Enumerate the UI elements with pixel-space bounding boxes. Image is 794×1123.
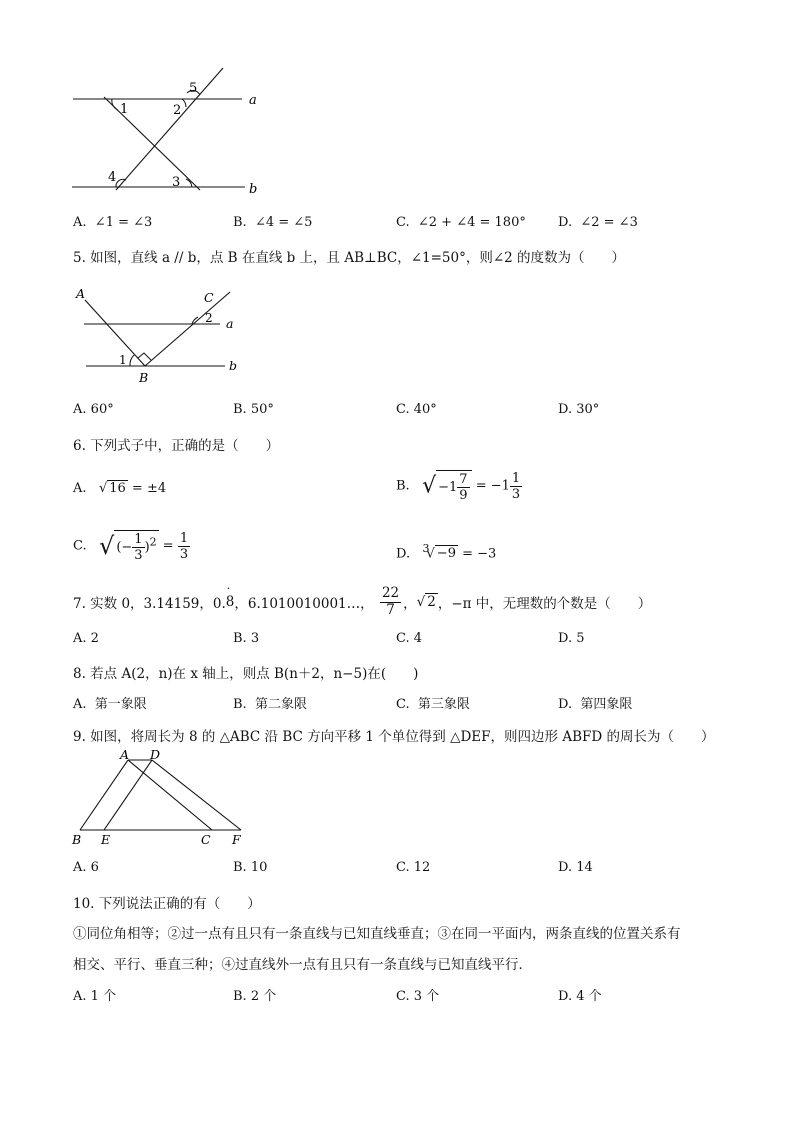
q9-option-a: A. 6 xyxy=(73,860,99,875)
q8-option-c: C. 第三象限 xyxy=(396,697,470,712)
q7-option-c: C. 4 xyxy=(396,631,423,646)
sqrt-symbol: √ xyxy=(422,473,437,499)
q4-figure xyxy=(60,62,280,197)
q9-label-F: F xyxy=(232,832,241,847)
q8-option-a: A. 第一象限 xyxy=(73,697,147,712)
q6-option-a: A. √ 16 = ±4 xyxy=(73,481,167,496)
q8-stem: 8. 若点 A(2，n)在 x 轴上，则点 B(n＋2，n−5)在( ) xyxy=(73,666,419,682)
q9-option-c: C. 12 xyxy=(396,860,431,875)
q5-segment-bc xyxy=(145,292,230,366)
q10-option-b: B. 2 个 xyxy=(233,989,277,1004)
q4-arc-2 xyxy=(182,99,186,107)
q7-stem: 7. 实数 0，3.14159，0. · 8，6.1010010001…， $\frac{22}{7}$ ，√ 2 ，−π 中，无理数的个数是（ ） xyxy=(73,582,652,618)
q4-label-3: 3 xyxy=(172,175,181,190)
q10-stem: 10. 下列说法正确的有（ ） xyxy=(73,896,261,912)
sqrt-symbol: √ xyxy=(416,594,426,610)
q10-body-line-2: 相交、平行、垂直三种；④过直线外一点有且只有一条直线与已知直线平行． xyxy=(73,957,532,973)
q4-arc-3 xyxy=(186,179,192,187)
q9-segment-ac xyxy=(128,760,212,830)
q5-label-C: C xyxy=(204,290,214,305)
sqrt-symbol: √ xyxy=(98,481,108,496)
q9-label-E: E xyxy=(101,832,111,847)
q4-label-a: a xyxy=(249,93,257,108)
q4-label-5: 5 xyxy=(189,81,198,96)
q4-label-b: b xyxy=(249,182,258,197)
q4-option-c: C. ∠2 + ∠4 = 180° xyxy=(396,215,526,230)
q9-figure xyxy=(66,748,256,850)
q9-label-B: B xyxy=(72,832,82,847)
q9-label-A: A xyxy=(120,748,130,762)
q7-option-d: D. 5 xyxy=(558,631,585,646)
q4-option-b: B. ∠4 = ∠5 xyxy=(233,215,313,230)
q10-option-c: C. 3 个 xyxy=(396,989,440,1004)
q10-option-d: D. 4 个 xyxy=(558,989,602,1004)
q8-option-d: D. 第四象限 xyxy=(558,697,633,712)
q4-option-d: D. ∠2 = ∠3 xyxy=(558,215,638,230)
q5-label-a: a xyxy=(226,316,234,331)
q7-option-b: B. 3 xyxy=(233,631,260,646)
q5-stem: 5. 如图，直线 a // b，点 B 在直线 b 上，且 AB⊥BC，∠1=50°，则∠2 的度数为（ ） xyxy=(73,250,626,266)
q4-transversal-1 xyxy=(116,68,223,190)
q4-option-a: A. ∠1 = ∠3 xyxy=(73,215,153,230)
q5-arc-1 xyxy=(130,355,134,366)
q9-label-D: D xyxy=(150,748,161,762)
q5-right-angle-mark xyxy=(138,353,151,360)
q9-segment-de xyxy=(104,760,152,830)
q6-option-d: D. $^3$√ −9 = −3 xyxy=(396,542,497,562)
q5-option-d: D. 30° xyxy=(558,402,600,417)
q9-option-b: B. 10 xyxy=(233,860,268,875)
q5-option-b: B. 50° xyxy=(233,402,274,417)
q9-label-C: C xyxy=(201,832,211,847)
q8-option-b: B. 第二象限 xyxy=(233,697,307,712)
sqrt-symbol: √ xyxy=(426,546,435,562)
q6-option-b: B. √ −1 $\frac{7}{9}$ = −1 $\frac{1}{3}$ xyxy=(396,470,521,503)
q5-figure xyxy=(70,284,250,386)
q4-label-1: 1 xyxy=(120,102,129,117)
q5-label-b: b xyxy=(229,358,238,373)
q9-segment-df xyxy=(152,760,241,830)
q6-option-c: C. √ (− $\frac{1}{3}$ )$^2$ = $\frac{1}{3}$ xyxy=(73,530,189,563)
q5-option-a: A. 60° xyxy=(73,402,114,417)
q5-option-c: C. 40° xyxy=(396,402,437,417)
q4-arc-1 xyxy=(112,99,118,110)
q4-label-2: 2 xyxy=(173,103,182,118)
q9-segment-ab xyxy=(80,760,128,830)
q5-segment-ab xyxy=(85,300,145,366)
q7-option-a: A. 2 xyxy=(73,631,99,646)
q5-label-A: A xyxy=(76,286,86,301)
sqrt-symbol: √ xyxy=(99,532,115,560)
q10-body-line-1: ①同位角相等；②过一点有且只有一条直线与已知直线垂直；③在同一平面内，两条直线的位置关系有 xyxy=(73,926,681,942)
q9-option-d: D. 14 xyxy=(558,860,593,875)
q5-label-2: 2 xyxy=(205,311,213,325)
q10-option-a: A. 1 个 xyxy=(73,989,117,1004)
q4-label-4: 4 xyxy=(108,170,117,185)
q5-label-B: B xyxy=(139,370,149,385)
q9-stem: 9. 如图，将周长为 8 的 △ABC 沿 BC 方向平移 1 个单位得到 △DEF，则四边形 ABFD 的周长为（ ） xyxy=(73,729,715,745)
q5-label-1: 1 xyxy=(119,353,127,367)
q6-stem: 6. 下列式子中，正确的是（ ） xyxy=(73,438,280,454)
